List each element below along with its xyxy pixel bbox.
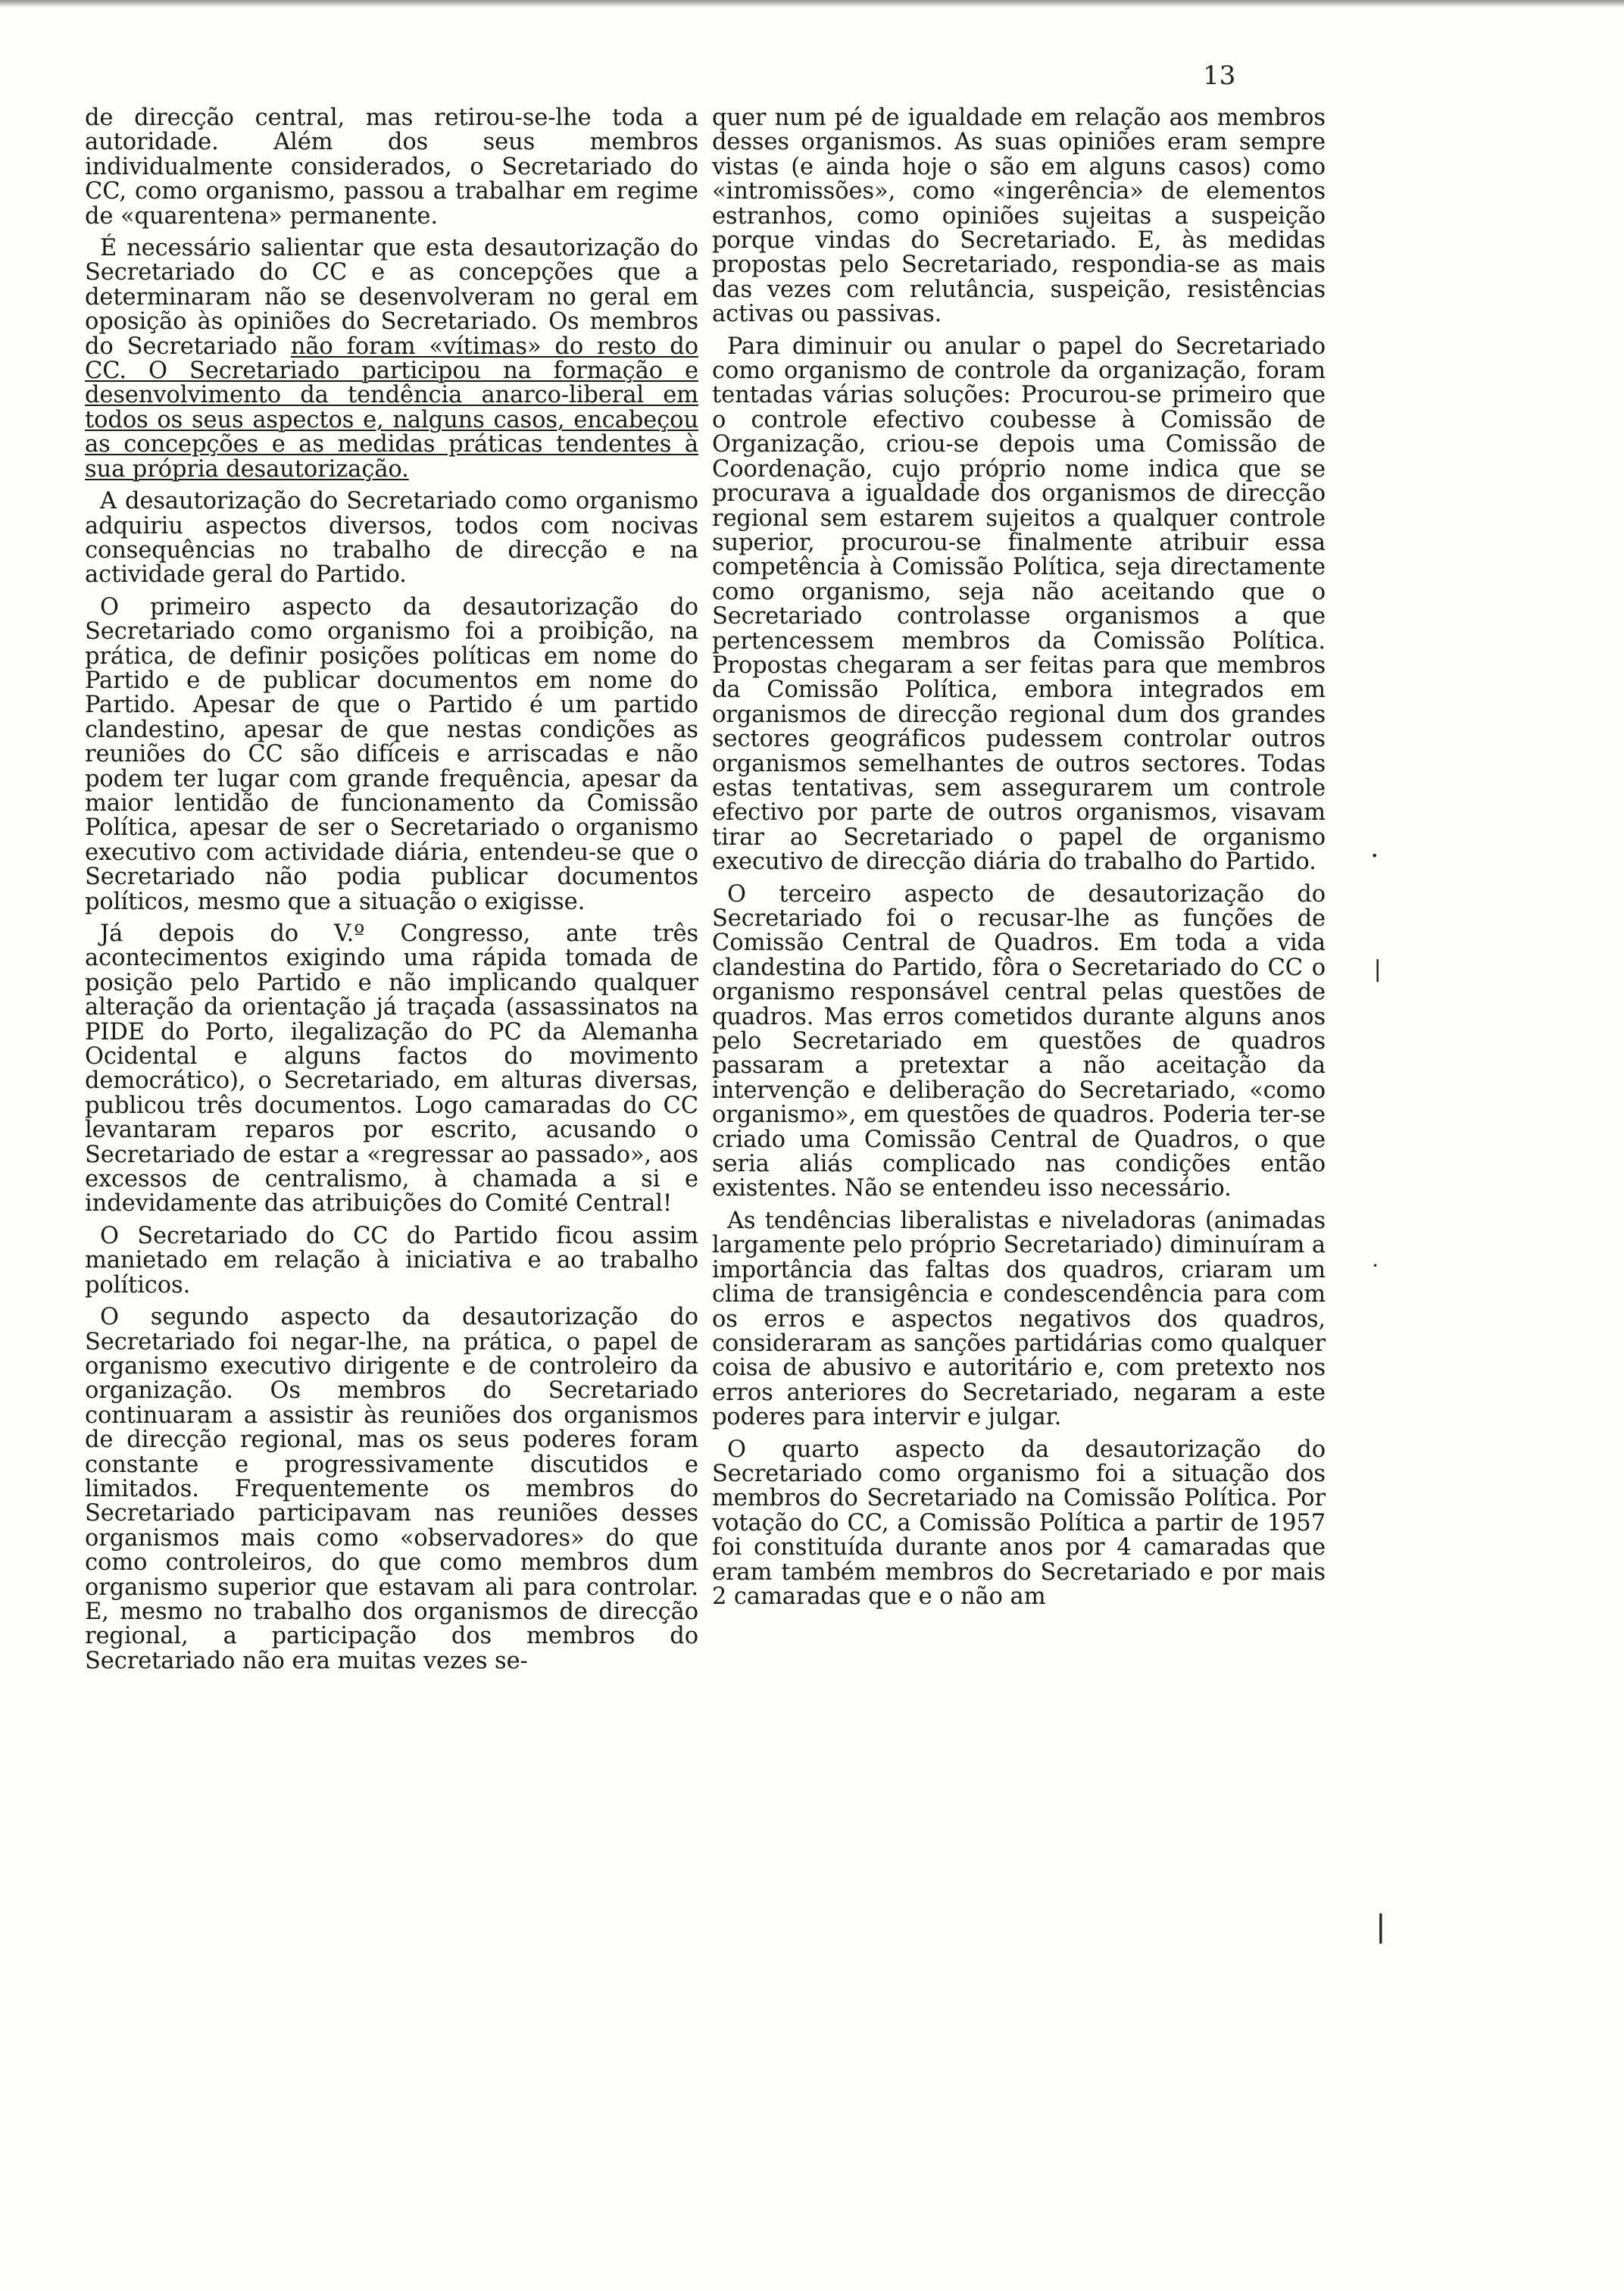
- paragraph: O quarto aspecto da desautorização do Secretariado como organismo foi a situação dos membros do Secretariado na Comissão Política. Por votação do CC, a Comissão Política a partir de 1957 foi constituída durante anos por 4 camaradas que eram também membros do Secretariado e por mais 2 camaradas que e o não am: [712, 1436, 1326, 1610]
- paragraph: [85, 236, 698, 482]
- right-column: [712, 106, 1326, 1617]
- paragraph: O Secretariado do CC do Partido ficou assim manietado em relação à iniciativa e ao trabalho políticos.: [85, 1222, 698, 1299]
- scan-top-edge: [0, 0, 1624, 8]
- page-number: 13: [1203, 61, 1236, 91]
- paragraph: O terceiro aspecto de desautorização do Secretariado foi o recusar-lhe as funções de Comissão Central de Quadros. Em toda a vida clandestina do Partido, fôra o Secretariado do CC o organismo responsável central pelas questões de quadros. Mas erros cometidos durante alguns anos pelo Secretariado em questões de quadros passaram a pretextar a não aceitação da intervenção e deliberação do Secretariado, «como organismo», em questões de quadros. Poderia ter-se criado uma Comissão Central de Quadros, o que seria aliás complicado nas condições então existentes. Não se entendeu isso necessário.: [712, 880, 1326, 1202]
- paragraph: O primeiro aspecto da desautorização do Secretariado como organismo foi a proibição, na prática, de definir posições políticas em nome do Partido e de publicar documentos em nome do Partido. Apesar de que o Partido é um partido clandestino, apesar de que nestas condições as reuniões do CC são difíceis e arriscadas e não podem ter lugar com grande frequência, apesar da maior lentidão de funcionamento da Comissão Política, apesar de ser o Secretariado o organismo executivo com actividade diária, entendeu-se que o Secretariado não podia publicar documentos políticos, mesmo que a situação o exigisse.: [85, 593, 698, 915]
- underlined-text: não foram «vítimas» do resto do CC. O Secretariado participou na formação e desenvolvimento da tendência anarco-liberal em todos os seus aspectos e, nalguns casos, encabeçou as concepções e as medidas práticas tendentes à sua própria desautorização.: [85, 333, 698, 483]
- paragraph: Já depois do V.º Congresso, ante três acontecimentos exigindo uma rápida tomada de posição pelo Partido e não implicando qualquer alteração da orientação já traçada (assassinatos na PIDE do Porto, ilegalização do PC da Alemanha Ocidental e alguns factos do movimento democrático), o Secretariado, em alturas diversas, publicou três documentos. Logo camaradas do CC levantaram reparos por escrito, acusando o Secretariado de estar a «regressar ao passado», aos excessos de centralismo, à chamada a si e indevidamente das atribuições do Comité Central!: [85, 920, 698, 1217]
- margin-dot-mark: •: [1371, 849, 1379, 863]
- paragraph: quer num pé de igualdade em relação aos membros desses organismos. As suas opiniões eram sempre vistas (e ainda hoje o são em alguns casos) como «intromissões», como «ingerência» de elementos estranhos, como opiniões sujeitas a suspeição porque vindas do Secretariado. E, às medidas propostas pelo Secretariado, respondia-se as mais das vezes com relutância, suspeição, resistências activas ou passivas.: [712, 105, 1326, 328]
- paragraph-text: É necessário salientar que esta desautorização do Secretariado do CC e as concepções que a determinaram não se desenvolveram no geral em oposição às opiniões do Secretariado. Os membros do Secretariado: [85, 235, 698, 360]
- margin-tick-mark: ❘: [1368, 956, 1388, 983]
- paragraph: de direcção central, mas retirou-se-lhe toda a autoridade. Além dos seus membros individualmente considerados, o Secretariado do CC, como organismo, passou a trabalhar em regime de «quarentena» permanente.: [85, 105, 698, 230]
- margin-dot-mark: •: [1373, 1261, 1379, 1271]
- paragraph: As tendências liberalistas e niveladoras (animadas largamente pelo próprio Secretariado) diminuíram a importância das faltas dos quadros, criaram um clima de transigência e condescendência para com os erros e aspectos negativos dos quadros, consideraram as sanções partidárias como qualquer coisa de abusivo e autoritário e, com pretexto nos erros anteriores do Secretariado, negaram a este poderes para intervir e julgar.: [712, 1207, 1326, 1431]
- left-column: [85, 106, 698, 1681]
- paragraph: A desautorização do Secretariado como organismo adquiriu aspectos diversos, todos com nocivas consequências no trabalho de direcção e na actividade geral do Partido.: [85, 488, 698, 589]
- paragraph: Para diminuir ou anular o papel do Secretariado como organismo de controle da organização, foram tentadas várias soluções: Procurou-se primeiro que o controle efectivo coubesse à Comissão de Organização, criou-se depois uma Comissão de Coordenação, cujo próprio nome indica que se procurava a igualdade dos organismos de direcção regional sem estarem sujeitos a qualquer controle superior, procurou-se finalmente atribuir essa competência à Comissão Política, seja directamente como organismo, seja não aceitando que o Secretariado controlasse organismos a que pertencessem membros da Comissão Política. Propostas chegaram a ser feitas para que membros da Comissão Política, embora integrados em organismos de direcção regional dum dos grandes sectores geográficos pudessem controlar outros organismos semelhantes de outros sectores. Todas estas tentativas, sem assegurarem um controle efectivo por parte de outros organismos, visavam tirar ao Secretariado o papel de organismo executivo de direcção diária do trabalho do Partido.: [712, 333, 1326, 876]
- paragraph: O segundo aspecto da desautorização do Secretariado foi negar-lhe, na prática, o papel de organismo executivo dirigente e de controleiro da organização. Os membros do Secretariado continuaram a assistir às reuniões dos organismos de direcção regional, mas os seus poderes foram constante e progressivamente discutidos e limitados. Frequentemente os membros do Secretariado participavam nas reuniões desses organismos mais como «observadores» do que como controleiros, do que como membros dum organismo superior que estavam ali para controlar. E, mesmo no trabalho dos organismos de direcção regional, a participação dos membros do Secretariado não era muitas vezes se-: [85, 1304, 698, 1674]
- margin-tick-mark: ❘: [1368, 1909, 1394, 1944]
